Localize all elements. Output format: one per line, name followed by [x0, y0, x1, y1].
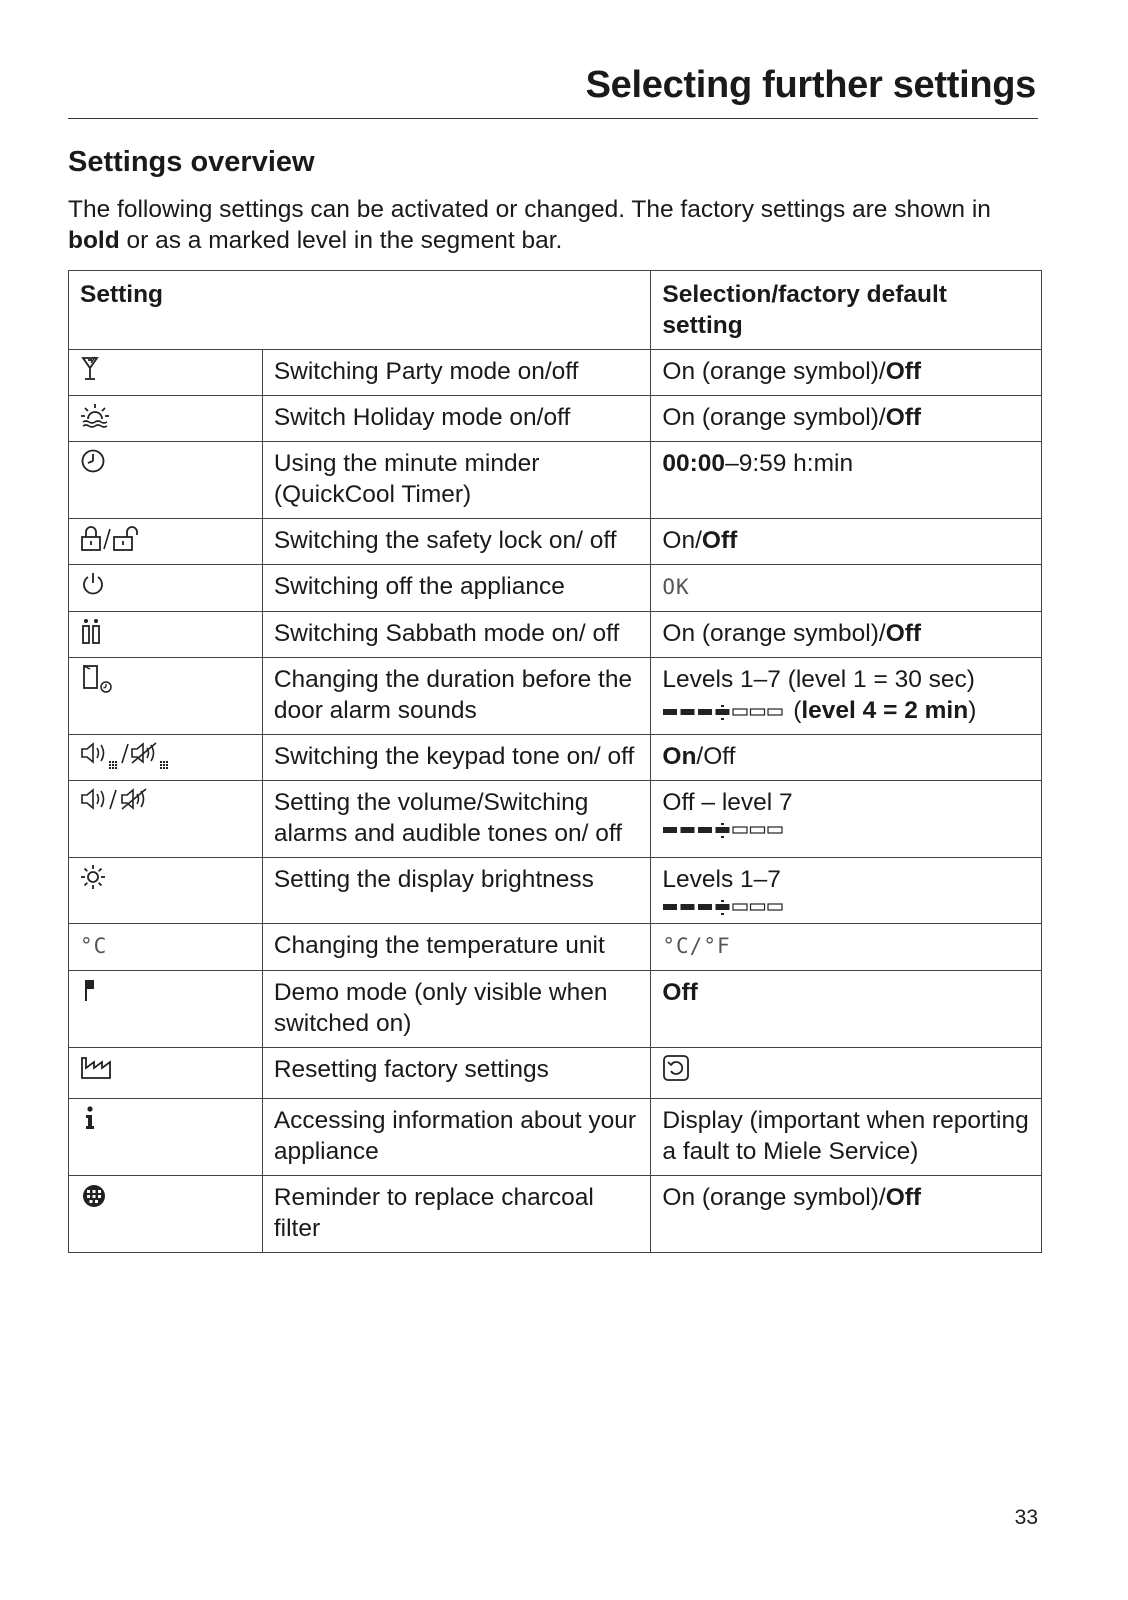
table-header-row — [69, 271, 1042, 350]
setting-value — [651, 396, 1042, 442]
value-text: On (orange symbol)/ — [662, 404, 886, 431]
setting-description: Switching the safety lock on/ off — [262, 519, 651, 565]
setting-value — [651, 350, 1042, 396]
table-row — [69, 735, 1042, 781]
info-icon — [69, 1099, 263, 1176]
section-title: Settings overview — [68, 146, 315, 178]
value-text: Off – level 7 — [662, 789, 793, 816]
lock-unlock-icon — [69, 519, 263, 565]
setting-value — [651, 519, 1042, 565]
value-default: 00:00 — [662, 450, 726, 477]
setting-value: Display (important when reporting a fault to Miele Service) — [651, 1099, 1042, 1176]
table-row — [69, 658, 1042, 735]
segment-bar-marker — [721, 913, 724, 915]
temperature-unit-icon — [69, 924, 263, 971]
value-paren-open: ( — [793, 697, 802, 724]
temperature-unit-display: °C/°F — [662, 934, 731, 958]
segment-bar — [662, 704, 786, 720]
setting-description: Accessing information about your appliance — [262, 1099, 651, 1176]
segment-bar-segment — [663, 709, 677, 715]
intro-bold: bold — [68, 227, 120, 254]
value-default: Off — [885, 620, 922, 647]
sabbath-icon — [69, 612, 263, 658]
setting-description: Switching the keypad tone on/ off — [262, 735, 651, 781]
charcoal-filter-icon — [69, 1176, 263, 1253]
value-default: Off — [885, 1184, 922, 1211]
brightness-icon — [69, 858, 263, 924]
segment-bar-marker — [721, 823, 724, 825]
header-setting: Setting — [69, 271, 651, 350]
value-text: /Off — [696, 743, 736, 770]
setting-value — [651, 565, 1042, 612]
segment-bar-segment — [716, 904, 730, 910]
segment-bar-marker — [721, 705, 724, 707]
setting-description: Changing the duration before the door alarm sounds — [262, 658, 651, 735]
value-default: Off — [701, 527, 738, 554]
segment-bar-segment — [716, 827, 730, 833]
table-row — [69, 971, 1042, 1048]
factory-reset-icon — [69, 1048, 263, 1099]
value-text: On (orange symbol)/ — [662, 1184, 886, 1211]
value-text: On (orange symbol)/ — [662, 620, 886, 647]
value-text: On (orange symbol)/ — [662, 358, 886, 385]
intro-part2: or as a marked level in the segment bar. — [119, 227, 563, 254]
segment-bar-segment — [751, 904, 765, 910]
table-row — [69, 442, 1042, 519]
header-rule — [68, 118, 1038, 119]
value-text: On/ — [662, 527, 702, 554]
power-icon — [69, 565, 263, 612]
segment-bar-segment — [751, 709, 765, 715]
value-text: Levels 1–7 — [662, 866, 781, 893]
setting-description: Setting the display brightness — [262, 858, 651, 924]
table-row — [69, 1048, 1042, 1099]
setting-value — [651, 442, 1042, 519]
page-number: 33 — [1014, 1506, 1038, 1529]
segment-bar-segment — [716, 709, 730, 715]
setting-value — [651, 858, 1042, 924]
segment-bar-marker — [721, 718, 724, 720]
setting-description: Demo mode (only visible when switched on) — [262, 971, 651, 1048]
setting-value — [651, 971, 1042, 1048]
setting-value — [651, 924, 1042, 971]
segment-bar-segment — [681, 709, 695, 715]
volume-icon — [69, 781, 263, 858]
segment-bar-marker — [721, 836, 724, 838]
segment-bar-segment — [768, 709, 782, 715]
setting-description: Switching off the appliance — [262, 565, 651, 612]
table-row — [69, 781, 1042, 858]
value-default: level 4 = 2 min — [801, 697, 969, 724]
segment-bar — [662, 822, 786, 838]
value-default: Off — [662, 979, 698, 1006]
ok-display: OK — [662, 575, 690, 599]
table-row — [69, 350, 1042, 396]
door-alarm-icon — [69, 658, 263, 735]
table-row — [69, 858, 1042, 924]
table-row — [69, 924, 1042, 971]
table-row — [69, 396, 1042, 442]
segment-bar-segment — [681, 904, 695, 910]
timer-icon — [69, 442, 263, 519]
setting-value — [651, 781, 1042, 858]
table-row — [69, 1176, 1042, 1253]
setting-value — [651, 658, 1042, 735]
segment-bar-segment — [698, 827, 712, 833]
value-default: Off — [885, 404, 922, 431]
segment-bar-segment — [733, 709, 747, 715]
party-icon — [69, 350, 263, 396]
celsius-label: °C — [80, 934, 108, 958]
segment-bar-segment — [768, 827, 782, 833]
value-paren-close: ) — [968, 697, 977, 724]
setting-description: Resetting factory settings — [262, 1048, 651, 1099]
segment-bar-marker — [721, 900, 724, 902]
value-default: Off — [885, 358, 922, 385]
setting-description: Setting the volume/Switching alarms and audible tones on/ off — [262, 781, 651, 858]
setting-description: Switch Holiday mode on/off — [262, 396, 651, 442]
settings-table — [68, 270, 1042, 1253]
table-row — [69, 612, 1042, 658]
intro-part1: The following settings can be activated or changed. The factory settings are shown in — [68, 196, 991, 223]
table-row — [69, 1099, 1042, 1176]
segment-bar-segment — [751, 827, 765, 833]
setting-description: Using the minute minder (QuickCool Timer) — [262, 442, 651, 519]
value-text: Levels 1–7 (level 1 = 30 sec) — [662, 666, 975, 693]
setting-value — [651, 735, 1042, 781]
intro-paragraph — [68, 194, 1028, 256]
setting-description: Switching Sabbath mode on/ off — [262, 612, 651, 658]
setting-value — [651, 1176, 1042, 1253]
header-selection: Selection/factory default setting — [651, 271, 1042, 350]
value-text: –9:59 h:min — [725, 450, 854, 477]
segment-bar-segment — [733, 827, 747, 833]
segment-bar-segment — [698, 904, 712, 910]
table-row — [69, 519, 1042, 565]
setting-description: Reminder to replace charcoal filter — [262, 1176, 651, 1253]
value-default: On — [662, 743, 697, 770]
demo-mode-icon — [69, 971, 263, 1048]
setting-description: Switching Party mode on/off — [262, 350, 651, 396]
segment-bar-segment — [698, 709, 712, 715]
setting-description: Changing the temperature unit — [262, 924, 651, 971]
segment-bar-segment — [768, 904, 782, 910]
segment-bar-segment — [663, 904, 677, 910]
segment-bar-segment — [681, 827, 695, 833]
segment-bar-segment — [663, 827, 677, 833]
setting-value — [651, 1048, 1042, 1099]
page-header-title: Selecting further settings — [585, 64, 1036, 106]
reset-symbol-icon — [662, 1054, 690, 1082]
table-row — [69, 565, 1042, 612]
setting-value — [651, 612, 1042, 658]
keypad-tone-icon — [69, 735, 263, 781]
holiday-icon — [69, 396, 263, 442]
segment-bar — [662, 899, 786, 915]
segment-bar-segment — [733, 904, 747, 910]
